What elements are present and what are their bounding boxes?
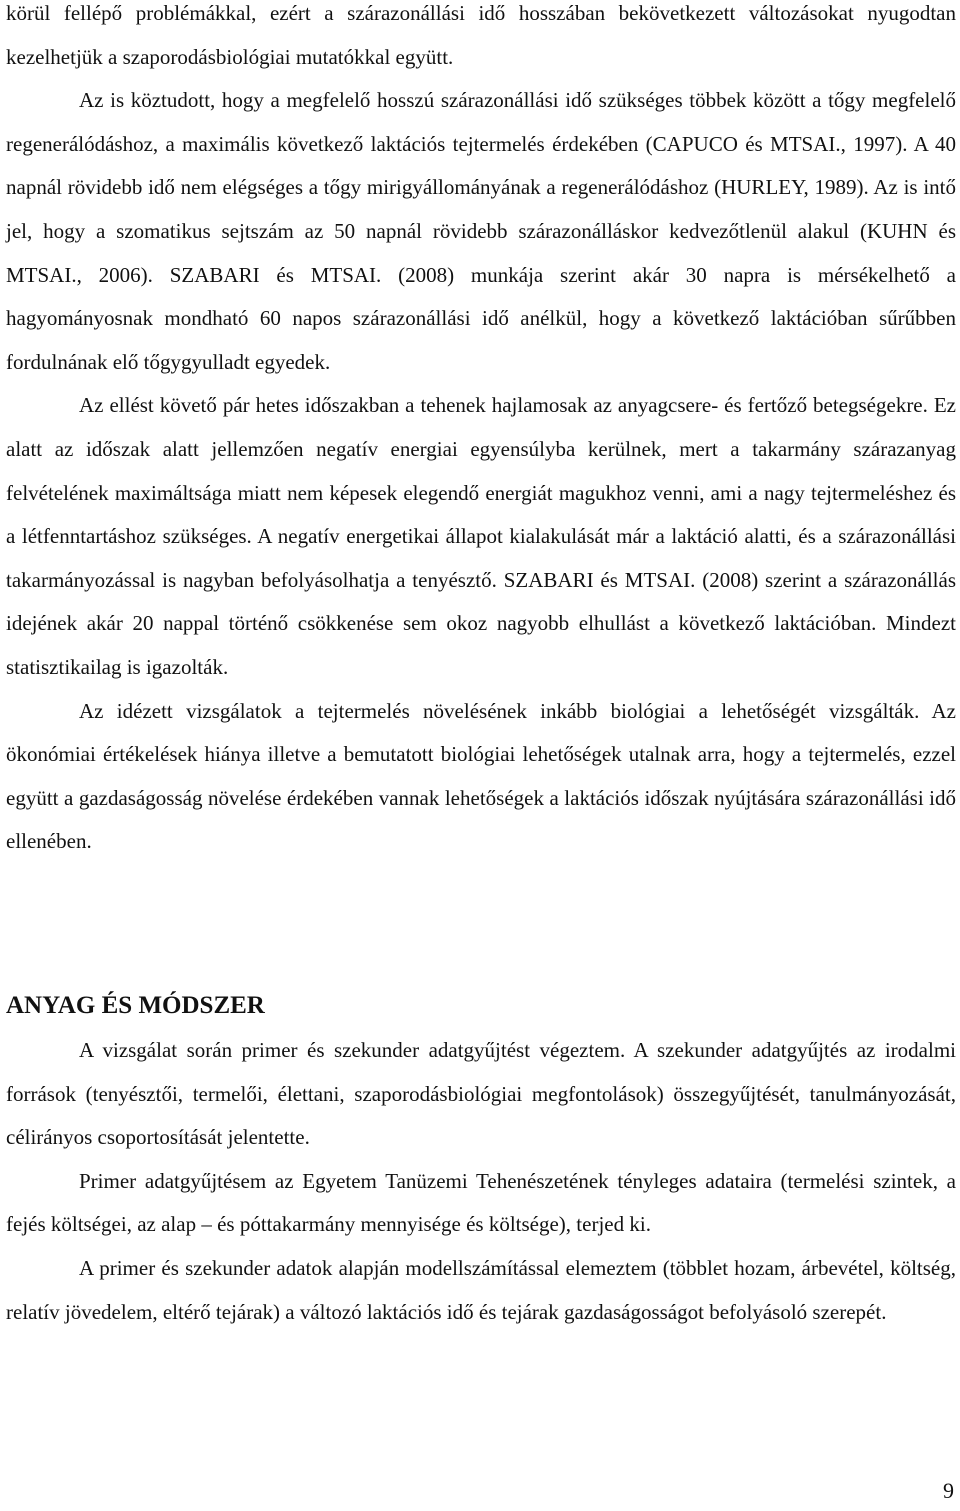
paragraph-model-calculation: A primer és szekunder adatok alapján modellszámítással elemeztem (többlet hozam, árbevétel, költség, relatív jövedelem, eltérő tejárak) a változó laktációs idő és tejárak gazdaságosságot befolyásoló szerepét. [6,1255,956,1324]
body-text-top [6,0,956,864]
paragraph-data-collection: A vizsgálat során primer és szekunder adatgyűjtést végeztem. A szekunder adatgyűjtés az irodalmi források (tenyésztői, termelői, élettani, szaporodásbiológiai megfontolások) összegyűjtését, tanulmányozását, célirányos csoportosítását jelentette. [6,1038,956,1150]
body-text-methods [6,1029,956,1334]
section-heading: ANYAG ÉS MÓDSZER [6,992,265,1019]
paragraph-primary-data: Primer adatgyűjtésem az Egyetem Tanüzemi Tehenészetének tényleges adataira (termelési szintek, a fejés költségei, az alap – és póttakarmány mennyisége és költsége), terjed ki. [6,1168,956,1237]
paragraph-continuation: körül fellépő problémákkal, ezért a szárazonállási idő hosszában bekövetkezett változásokat nyugodtan kezelhetjük a szaporodásbiológiai mutatókkal együtt. [6,1,956,69]
page-number: 9 [943,1478,954,1503]
paragraph-economic-evaluation: Az idézett vizsgálatok a tejtermelés növelésének inkább biológiai a lehetőségét vizsgálták. Az ökonómiai értékelések hiánya illetve a bemutatott biológiai lehetőségek utalnak arra, hogy a tejtermelés, ezzel együtt a gazdaságosság növelése érdekében vannak lehetőségek a laktációs időszak nyújtására szárazonállási idő ellenében. [6,698,956,854]
paragraph-dry-period: Az is köztudott, hogy a megfelelő hosszú szárazonállási idő szükséges többek között a tőgy megfelelő regenerálódáshoz, a maximális következő laktációs tejtermelés érdekében (CAPUCO és MTSAI., 1997). A 40 napnál rövidebb idő nem elégséges a tőgy mirigyállományának a regenerálódáshoz (HURLEY, 1989). Az is intő jel, hogy a szomatikus sejtszám az 50 napnál rövidebb szárazonálláskor kedvezőtlenül alakul (KUHN és MTSAI., 2006). SZABARI és MTSAI. (2008) munkája szerint akár 30 napra is mérsékelhető a hagyományosnak mondható 60 napos szárazonállási idő anélkül, hogy a következő laktációban sűrűbben fordulnának elő tőgygyulladt egyedek. [6,88,956,374]
paragraph-energy-balance: Az ellést követő pár hetes időszakban a tehenek hajlamosak az anyagcsere- és fertőző betegségekre. Ez alatt az időszak alatt jellemzően negatív energiai egyensúlyba kerülnek, mert a takarmány szárazanyag felvételének maximáltsága miatt nem képesek elegendő energiát magukhoz venni, ami a nagy tejtermeléshez és a létfenntartáshoz szükséges. A negatív energetikai állapot kialakulását már a laktáció alatti, és a szárazonállási takarmányozással is nagyban befolyásolhatja a tenyésztő. SZABARI és MTSAI. (2008) szerint a szárazonállás idejének akár 20 nappal történő csökkenése sem okoz nagyobb elhullást a következő laktációban. Mindezt statisztikailag is igazolták. [6,393,956,679]
